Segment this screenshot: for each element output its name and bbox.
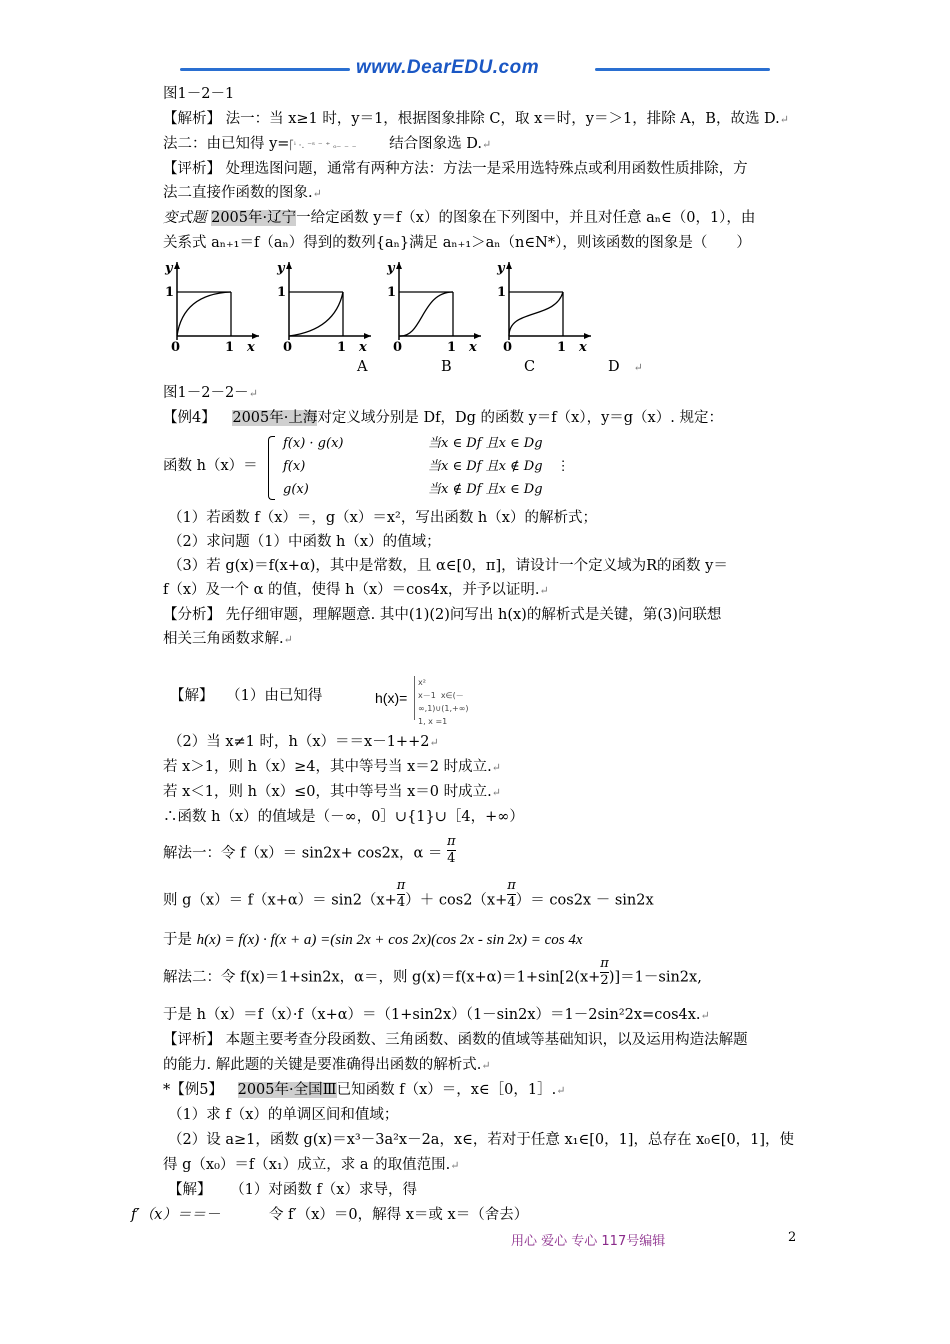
svg-text:y: y [165, 261, 173, 276]
piece-1-cond: 当x ∈ Df 且x ∈ Dg [428, 436, 543, 451]
question-3: （3）若 g(x)＝f(x+α)，其中是常数，且 α∈[0，π]，请设计一个定义域为R的函数 y＝ [168, 558, 728, 574]
analysis-2: 【分析】 先仔细审题，理解题意. 其中(1)(2)问写出 h(x)的解析式是关键，第(3)问联想 [163, 607, 722, 623]
comment-2: 【评析】 本题主要考查分段函数、三角函数、函数的值域等基础知识，以及运用构造法解题 [163, 1032, 748, 1048]
graph-d [495, 258, 595, 353]
svg-text:1: 1 [337, 340, 347, 353]
svg-text:x: x [359, 340, 367, 353]
ex5-question-2-cont: 得 g（x₀）＝f（x₁）成立，求 a 的取值范围.↵ [163, 1157, 460, 1173]
fraction-pi-4: $\frac{\pi}{4}$ [447, 834, 456, 866]
comment-1: 【评析】 处理选图问题，通常有两种方法：方法一是采用选特殊点或利用函数性质排除，方 [163, 161, 748, 177]
svg-text:1: 1 [165, 285, 175, 300]
svg-text:1: 1 [447, 340, 457, 353]
svg-text:1: 1 [277, 285, 287, 300]
step-2: （2）当 x≠1 时，h（x）＝＝x－1++2↵ [168, 734, 439, 750]
method-2: 法二：由已知得 y=⎡ⁱ ·. ⁻ˢ ⁻ ⁺ ₒ₋ ₋ ₋ 结合图象选 D.↵ [163, 136, 492, 152]
svg-text:1: 1 [557, 340, 567, 353]
question-3-cont: f（x）及一个 α 的值，使得 h（x）＝cos4x，并予以证明.↵ [163, 582, 549, 598]
hx-piecewise-small: x² x－1 x∈(－∞,1)∪(1,+∞) 1, x =1 [414, 676, 513, 720]
page-number: 2 [788, 1230, 797, 1245]
analysis-1: 【解析】 法一：当 x≥1 时，y＝1，根据图象排除 C，取 x＝时，y＝＞1，排除 A，B，故选 D.↵ [163, 111, 789, 127]
variant-problem: 变式题 2005年·辽宁一给定函数 y＝f（x）的图象在下列图中，并且对任意 aₙ∈（0，1），由 [163, 210, 756, 226]
header-line-right [595, 68, 770, 71]
piece-3-cond: 当x ∉ Df 且x ∈ Dg [428, 482, 543, 497]
svg-text:0: 0 [171, 340, 181, 353]
hx-prefix: 函数 h（x）＝ [163, 458, 258, 474]
hx-small: h(x)= [375, 690, 408, 706]
graph-label-b: B [441, 359, 452, 375]
comment-1-cont: 法二直接作函数的图象.↵ [163, 185, 322, 201]
graph-a [163, 258, 263, 353]
graph-c [385, 258, 485, 353]
svg-text:1: 1 [387, 285, 397, 300]
svg-text:0: 0 [283, 340, 293, 353]
graph-label-c: C [524, 359, 536, 375]
source-badge: 2005年·辽宁 [211, 210, 297, 226]
piece-3-expr: g(x) [283, 482, 309, 497]
svg-text:y: y [387, 261, 395, 276]
analysis-text: 法一：当 x≥1 时，y＝1，根据图象排除 C，取 x＝时，y＝＞1，排除 A，B，故选 D. [225, 111, 780, 127]
svg-text:x: x [579, 340, 587, 353]
method-1: 解法一：令 f（x）＝ sin2x+ cos2x，α ＝ $\frac{\pi}{4}$ [163, 834, 456, 866]
figure-caption-121: 图1－2－1 [163, 86, 235, 102]
graph-b [275, 258, 375, 353]
step-3: 若 x＞1，则 h（x）≥4，其中等号当 x＝2 时成立.↵ [163, 759, 501, 775]
svg-text:x: x [469, 340, 477, 353]
piece-2-cond: 当x ∈ Df 且x ∉ Dg ⋮ [428, 459, 570, 474]
svg-text:x: x [247, 340, 255, 353]
ex5-question-2: （2）设 a≥1，函数 g(x)＝x³－3a²x－2a，x∈，若对于任意 x₁∈[0，1]，总存在 x₀∈[0，1]，使 [168, 1132, 795, 1148]
ex5-solution: 【解】 （1）对函数 f（x）求导，得 [168, 1182, 417, 1198]
graph-label-a: A [357, 359, 368, 375]
ex5-question-1: （1）求 f（x）的单调区间和值域； [168, 1107, 399, 1123]
example-4: 【例4】 2005年·上海对定义域分别是 Df，Dg 的函数 y＝f（x），y＝g（x）. 规定： [163, 410, 723, 426]
svg-text:y: y [277, 261, 285, 276]
method-1-c: 于是 h(x) = f(x) · f(x + a) =(sin 2x + cos 2x)(cos 2x - sin 2x) = cos 4x [163, 932, 583, 948]
piece-2-expr: f(x) [283, 459, 306, 474]
footer-text: 用心 爱心 专心 117号编辑 [511, 1234, 666, 1249]
svg-text:0: 0 [503, 340, 513, 353]
svg-text:1: 1 [225, 340, 235, 353]
piecewise-brace [268, 436, 275, 500]
svg-text:y: y [497, 261, 505, 276]
solution-1: 【解】 （1）由已知得 [170, 688, 323, 704]
step-4: 若 x＜1，则 h（x）≤0，其中等号当 x＝0 时成立.↵ [163, 784, 501, 800]
analysis-label: 【解析】 [163, 111, 221, 127]
svg-text:0: 0 [393, 340, 403, 353]
svg-text:1: 1 [497, 285, 507, 300]
question-1: （1）若函数 f（x）＝，g（x）＝x²，写出函数 h（x）的解析式； [168, 510, 597, 526]
method-2-b: 于是 h（x）＝f（x）·f（x+α）＝（1+sin2x）（1－sin2x）＝1－2sin²2x=cos4x.↵ [163, 1007, 710, 1023]
piece-1-expr: f(x) · g(x) [283, 436, 344, 451]
comment-2-cont: 的能力. 解此题的关键是要准确得出函数的解析式.↵ [163, 1057, 491, 1073]
step-5: ∴函数 h（x）的值域是（－∞，0］∪{1}∪［4，+∞） [163, 809, 524, 825]
header-line-left [180, 68, 350, 71]
method-2-solution: 解法二：令 f(x)＝1+sin2x，α＝，则 g(x)＝f(x+α)＝1+sin[2(x+ $\frac{\pi}{2}$ )]＝1－sin2x, [163, 956, 702, 988]
method-1-b: 则 g（x）＝ f（x+α）＝ sin2（x+ $\frac{\pi}{4}$ ）＋ cos2（x+ $\frac{\pi}{4}$ ）＝ cos2x － sin2x [163, 878, 654, 910]
variant-problem-cont: 关系式 aₙ₊₁＝f（aₙ）得到的数列{aₙ}满足 aₙ₊₁＞aₙ（n∈N*），则该函数的图象是（ ） [163, 235, 751, 251]
figure-caption-122: 图1－2－2－↵ [163, 385, 258, 401]
example-5: *【例5】 2005年·全国Ⅲ已知函数 f（x）＝，x∈［0，1］.↵ [163, 1082, 566, 1098]
site-logo: www.DearEDU.com [356, 57, 540, 78]
ex5-derivative: f′（x）＝＝－ 令 f′（x）＝0，解得 x＝或 x＝（舍去） [131, 1207, 529, 1223]
question-2: （2）求问题（1）中函数 h（x）的值域； [168, 534, 441, 550]
analysis-2-cont: 相关三角函数求解.↵ [163, 631, 293, 647]
graph-label-d: D ↵ [608, 359, 643, 375]
